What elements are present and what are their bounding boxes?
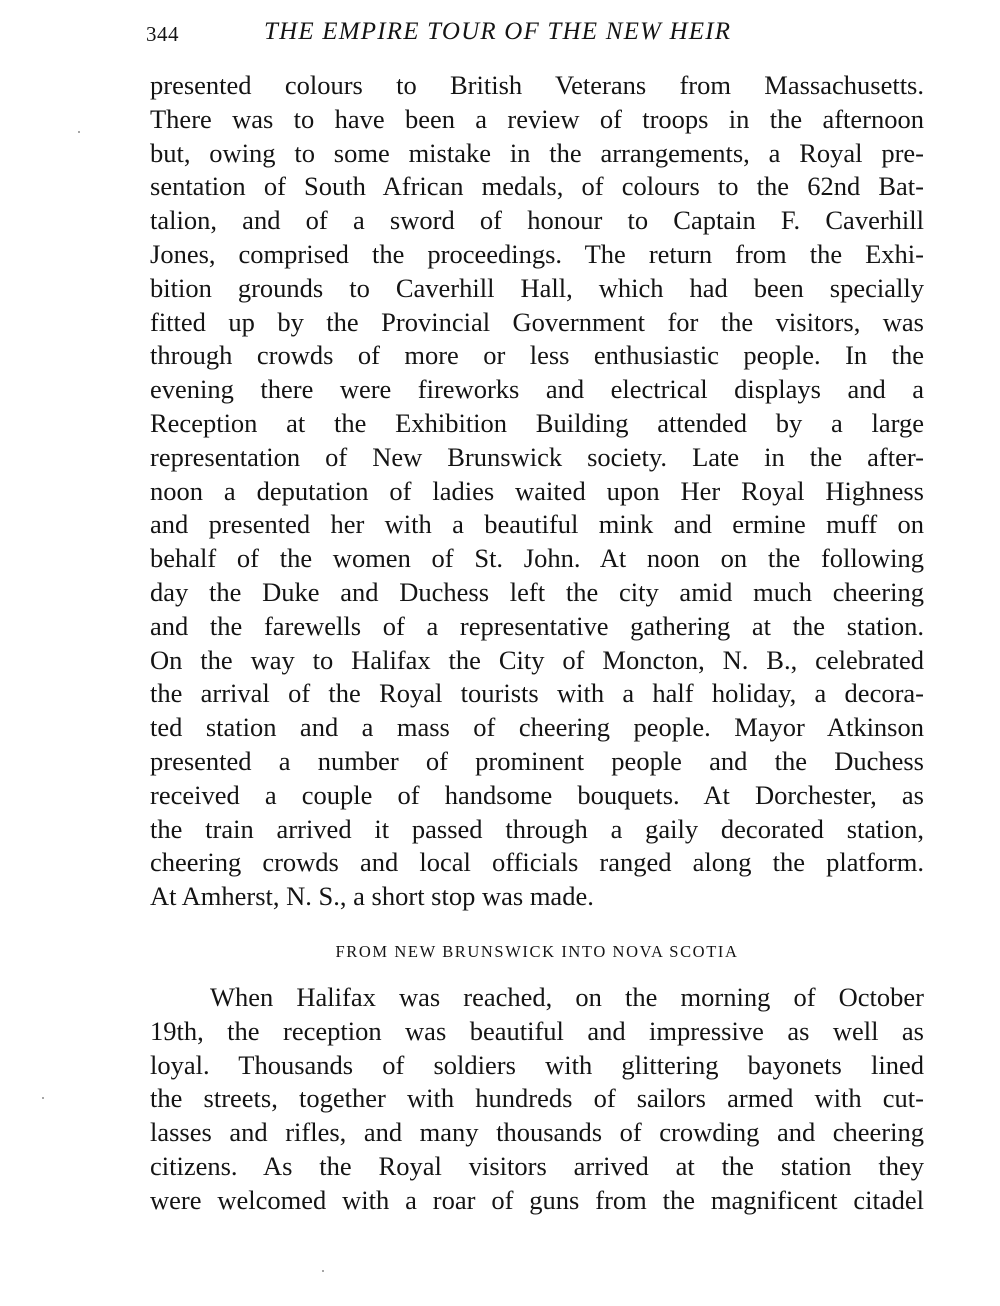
scan-speck — [322, 1270, 324, 1272]
text-line: through crowds of more or less enthusiastic people. In the — [150, 340, 924, 371]
text-line: noon a deputation of ladies waited upon Her Royal Highness — [150, 475, 924, 506]
text-line: There was to have been a review of troops in the afternoon — [150, 103, 924, 134]
text-line: lasses and rifles, and many thousands of crowding and cheering — [150, 1117, 924, 1148]
text-line: Reception at the Exhibition Building attended by a large — [150, 407, 924, 438]
text-line: the streets, together with hundreds of sailors armed with cut- — [150, 1083, 924, 1114]
text-line: fitted up by the Provincial Government for the visitors, was — [150, 306, 924, 337]
text-line: When Halifax was reached, on the morning of October — [210, 982, 924, 1012]
text-line: evening there were fireworks and electrical displays and a — [150, 374, 924, 405]
text-line: and the farewells of a representative gathering at the station. — [150, 610, 924, 641]
text-line: bition grounds to Caverhill Hall, which had been specially — [150, 272, 924, 303]
text-line: representation of New Brunswick society. Late in the after- — [150, 441, 924, 472]
text-line: day the Duke and Duchess left the city amid much cheering — [150, 576, 924, 607]
text-line: 19th, the reception was beautiful and impressive as well as — [150, 1015, 924, 1046]
text-line: received a couple of handsome bouquets. At Dorchester, as — [150, 779, 924, 810]
text-line: ted station and a mass of cheering people. Mayor Atkinson — [150, 712, 924, 743]
page-number: 344 — [146, 22, 179, 46]
text-line: the arrival of the Royal tourists with a half holiday, a decora- — [150, 678, 924, 709]
text-line: Jones, comprised the proceedings. The return from the Exhi- — [150, 238, 924, 269]
text-line: were welcomed with a roar of guns from the magnificent citadel — [150, 1184, 924, 1215]
text-line: loyal. Thousands of soldiers with glittering bayonets lined — [150, 1049, 924, 1080]
text-line: presented colours to British Veterans from Massachusetts. — [150, 70, 924, 100]
text-line: At Amherst, N. S., a short stop was made. — [150, 881, 594, 912]
text-line: sentation of South African medals, of colours to the 62nd Bat- — [150, 171, 924, 202]
scan-speck — [42, 1097, 44, 1099]
text-line: cheering crowds and local officials ranged along the platform. — [150, 847, 924, 878]
text-line: presented a number of prominent people and the Duchess — [150, 745, 924, 776]
text-line: and presented her with a beautiful mink and ermine muff on — [150, 509, 924, 540]
section-heading: FROM NEW BRUNSWICK INTO NOVA SCOTIA — [335, 942, 739, 961]
running-title: THE EMPIRE TOUR OF THE NEW HEIR — [264, 18, 732, 45]
text-line: citizens. As the Royal visitors arrived at the station they — [150, 1150, 924, 1181]
text-line: the train arrived it passed through a gaily decorated station, — [150, 813, 924, 844]
text-line: talion, and of a sword of honour to Captain F. Caverhill — [150, 205, 924, 236]
paragraph-2 — [150, 981, 924, 1218]
text-line: but, owing to some mistake in the arrangements, a Royal pre- — [150, 137, 924, 168]
paragraph-1 — [150, 69, 924, 914]
scan-speck — [78, 131, 80, 133]
running-head — [146, 18, 926, 50]
text-line: behalf of the women of St. John. At noon on the following — [150, 543, 924, 574]
text-line: On the way to Halifax the City of Moncton, N. B., celebrated — [150, 644, 924, 675]
